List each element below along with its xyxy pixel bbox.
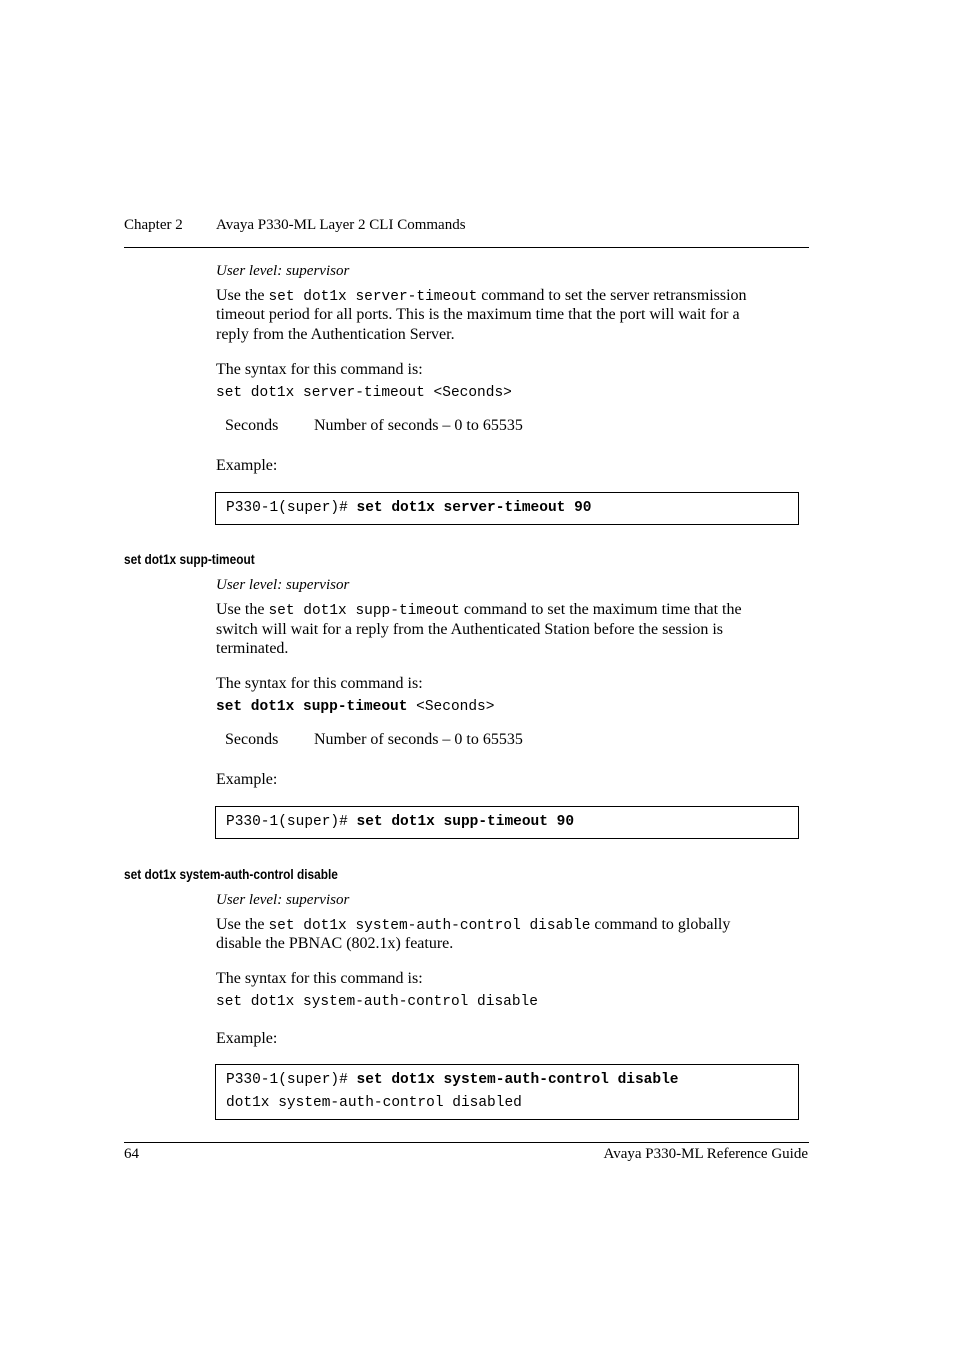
description-supp-timeout [216,600,742,622]
user-level-server-timeout: User level: supervisor [216,263,350,279]
example-code-box [215,492,799,525]
desc-pre: Use the [216,601,269,618]
desc-command: set dot1x system-auth-control disable [268,918,591,934]
example-code-line [226,1072,678,1088]
example-code-line [226,814,574,830]
user-level-system-auth: User level: supervisor [216,892,350,908]
syntax-intro: The syntax for this command is: [216,970,423,987]
description-line-2: timeout period for all ports. This is the maximum time that the port will wait for a [216,306,740,323]
desc-post: command to globally [590,916,731,933]
description-line-3: reply from the Authentication Server. [216,326,455,343]
example-code-line [226,500,591,516]
desc-post: command to set the maximum time that the [459,601,742,618]
command: set dot1x server-timeout 90 [356,500,592,516]
param-description: Number of seconds – 0 to 65535 [314,417,523,434]
syntax-line [216,699,494,715]
user-level-supp-timeout: User level: supervisor [216,577,350,593]
description-line-2: switch will wait for a reply from the Authenticated Station before the session is [216,621,723,638]
param-name: Seconds [225,417,279,434]
desc-pre: Use the [216,916,269,933]
command: set dot1x supp-timeout 90 [356,814,575,830]
example-label: Example: [216,771,278,788]
example-code-box [215,806,799,839]
chapter-label: Chapter 2 [124,217,183,233]
desc-pre: Use the [216,287,269,304]
prompt: P330-1(super)# [226,814,357,830]
param-name: Seconds [225,731,279,748]
syntax-line: set dot1x system-auth-control disable [216,994,538,1010]
example-label: Example: [216,457,278,474]
syntax-intro: The syntax for this command is: [216,361,423,378]
chapter-title: Avaya P330-ML Layer 2 CLI Commands [216,217,466,233]
syntax-argument: <Seconds> [407,699,495,715]
desc-command: set dot1x supp-timeout [268,603,460,619]
param-description: Number of seconds – 0 to 65535 [314,731,523,748]
description-line-2: disable the PBNAC (802.1x) feature. [216,935,454,952]
section-heading-supp-timeout: set dot1x supp-timeout [124,552,255,567]
example-code-box [215,1064,799,1120]
section-heading-system-auth-control: set dot1x system-auth-control disable [124,867,338,882]
footer-guide-title: Avaya P330-ML Reference Guide [603,1146,808,1162]
header-rule [124,247,809,248]
prompt: P330-1(super)# [226,1072,357,1088]
footer-rule [124,1142,809,1143]
page-number: 64 [124,1146,139,1162]
syntax-command: set dot1x supp-timeout [216,699,408,715]
syntax-intro: The syntax for this command is: [216,675,423,692]
desc-post: command to set the server retransmission [477,287,747,304]
example-output-line: dot1x system-auth-control disabled [226,1095,522,1111]
example-label: Example: [216,1030,278,1047]
command: set dot1x system-auth-control disable [356,1072,679,1088]
syntax-line: set dot1x server-timeout <Seconds> [216,385,512,401]
desc-command: set dot1x server-timeout [268,289,478,305]
description-line-3: terminated. [216,640,289,657]
prompt: P330-1(super)# [226,500,357,516]
